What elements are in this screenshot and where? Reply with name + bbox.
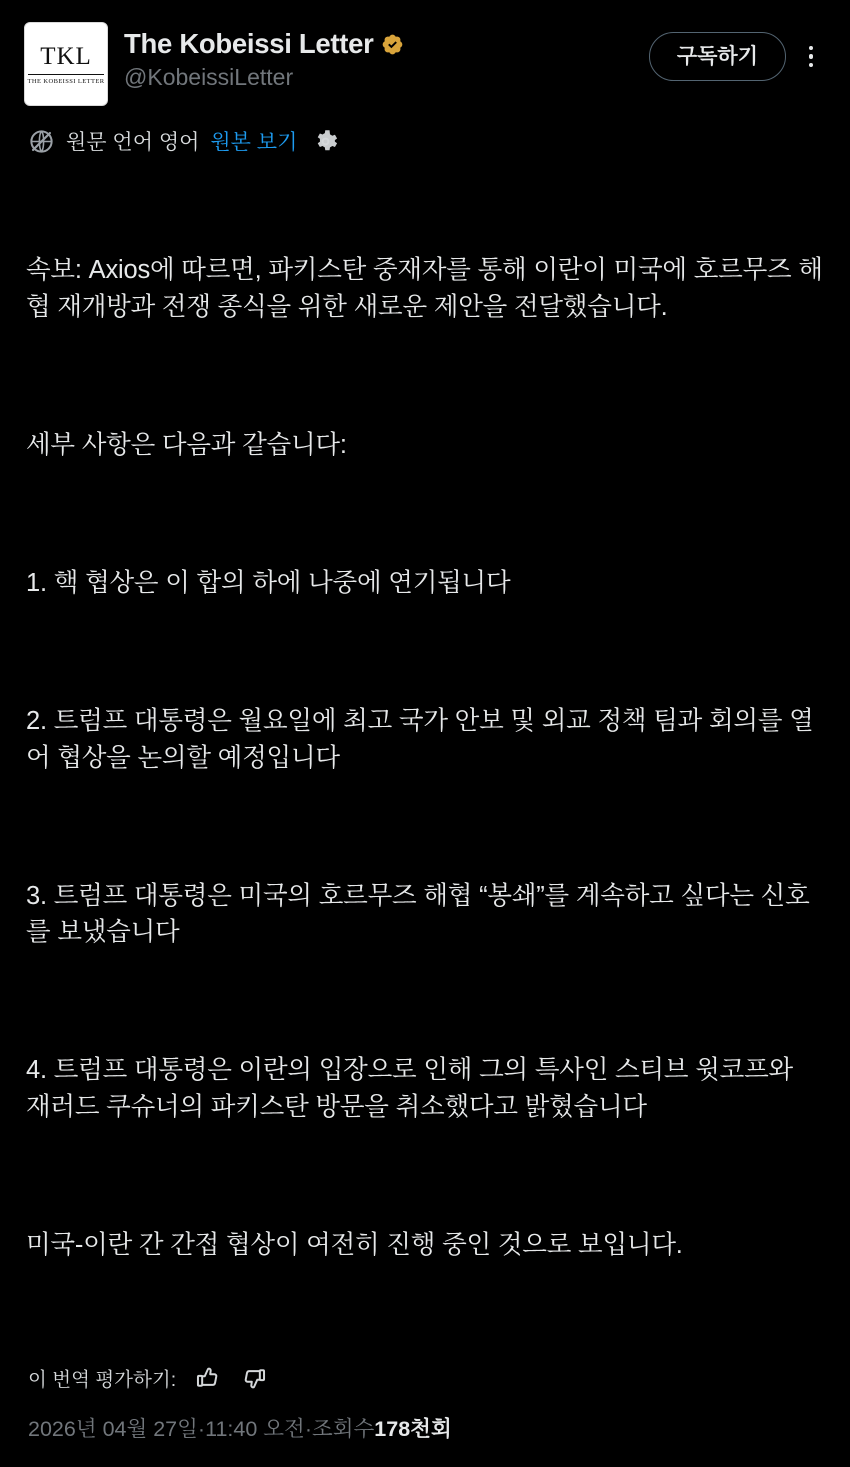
account-names <box>124 22 633 91</box>
more-options-icon[interactable] <box>796 39 826 75</box>
more-dot <box>809 54 814 59</box>
translation-rating-row <box>28 1364 826 1392</box>
tweet-meta <box>24 1392 826 1467</box>
tweet-paragraph: 1. 핵 협상은 이 합의 하에 나중에 연기됩니다 <box>26 568 511 597</box>
translate-disabled-icon <box>28 128 55 155</box>
more-dot <box>809 63 814 68</box>
tweet-paragraph: 3. 트럼프 대통령은 미국의 호르무즈 해협 “봉쇄”를 계속하고 싶다는 신호를 보냈습니다 <box>26 881 810 947</box>
translation-bar <box>28 126 826 156</box>
meta-separator: · <box>197 1417 206 1442</box>
tweet-paragraph: 미국-이란 간 간접 협상이 여전히 진행 중인 것으로 보입니다. <box>26 1231 683 1260</box>
tweet-time: 11:40 오전 <box>205 1417 305 1442</box>
more-dot <box>809 46 814 51</box>
avatar-initials: TKL <box>40 42 92 70</box>
translation-rating-prompt: 이 번역 평가하기: <box>28 1369 177 1392</box>
subscribe-button[interactable]: 구독하기 <box>649 32 786 81</box>
tweet-header <box>24 22 826 106</box>
display-name-row <box>124 28 633 60</box>
thumbs-up-icon[interactable] <box>194 1364 222 1392</box>
meta-separator: · <box>304 1417 312 1442</box>
display-name[interactable]: The Kobeissi Letter <box>124 28 374 59</box>
gear-icon[interactable] <box>312 128 339 155</box>
thumbs-down-icon[interactable] <box>240 1364 268 1392</box>
verified-badge-icon <box>381 33 404 56</box>
avatar-subtext: THE KOBEISSI LETTER <box>28 74 105 85</box>
account-handle[interactable]: @KobeissiLetter <box>124 64 294 90</box>
tweet-date: 2026년 04월 27일 <box>28 1417 198 1442</box>
avatar[interactable] <box>24 22 108 106</box>
header-actions <box>649 22 826 81</box>
tweet-paragraph: 2. 트럼프 대통령은 월요일에 최고 국가 안보 및 외교 정책 팀과 회의를 열어 협상을 논의할 예정입니다 <box>26 706 814 772</box>
view-original-link[interactable]: 원본 보기 <box>210 131 298 154</box>
source-language-label: 원문 언어 영어 <box>66 131 200 154</box>
tweet-body <box>24 178 826 1338</box>
tweet-paragraph: 속보: Axios에 따르면, 파키스탄 중재자를 통해 이란이 미국에 호르무즈 해협 재개방과 전쟁 종식을 위한 새로운 제안을 전달했습니다. <box>26 255 823 321</box>
views-label: 조회수 <box>311 1417 375 1442</box>
views-count: 178천회 <box>374 1417 452 1442</box>
tweet-paragraph: 세부 사항은 다음과 같습니다: <box>26 430 347 459</box>
tweet-paragraph: 4. 트럼프 대통령은 이란의 입장으로 인해 그의 특사인 스티브 윗코프와 재러드 쿠슈너의 파키스탄 방문을 취소했다고 밝혔습니다 <box>26 1056 800 1122</box>
